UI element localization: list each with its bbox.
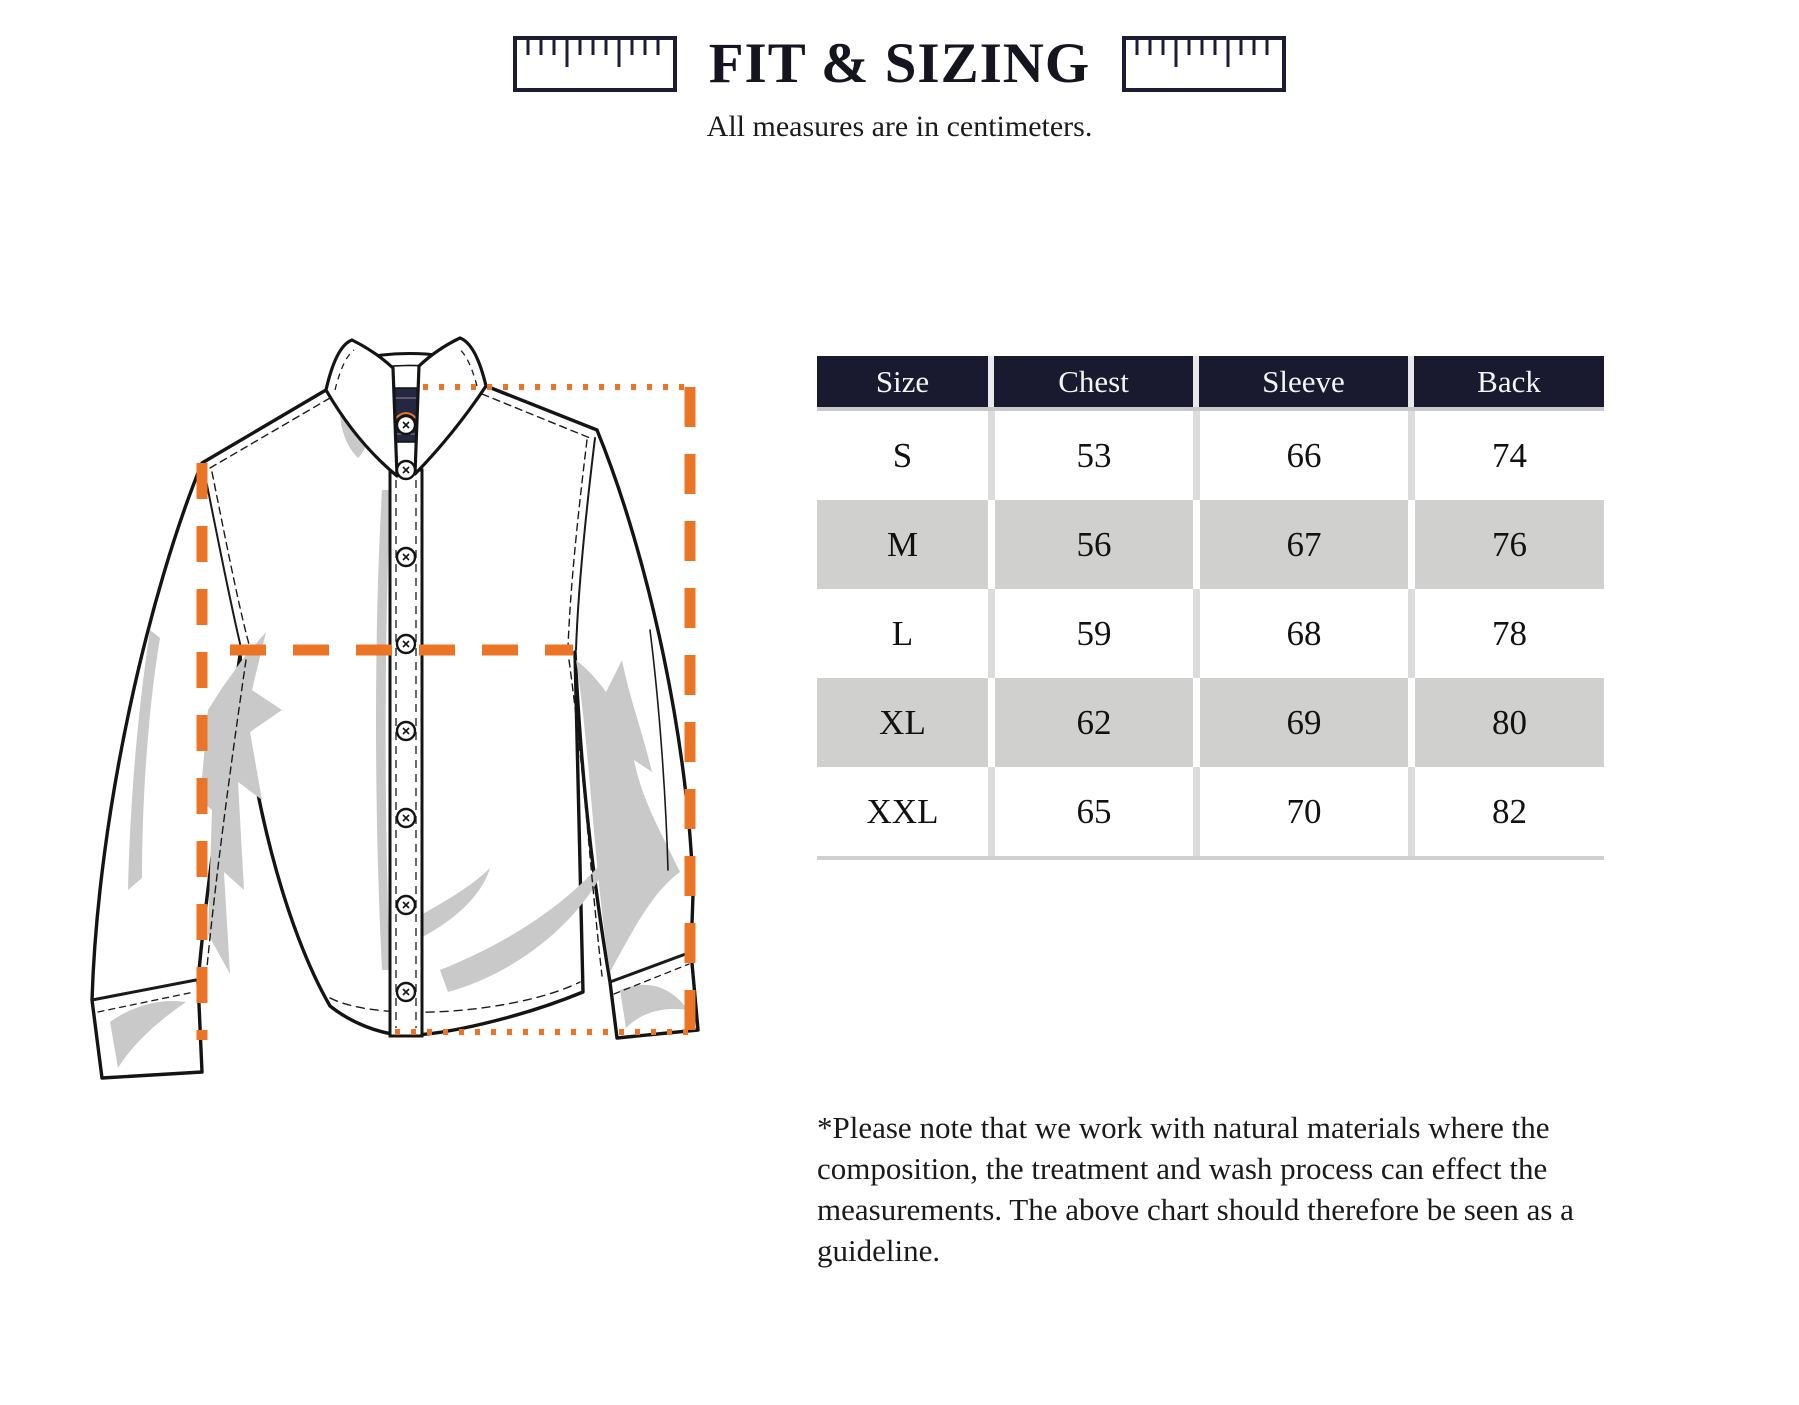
cell-sleeve: 66: [1193, 411, 1408, 500]
shirt-diagram: [90, 330, 850, 1250]
ruler-icon: [1122, 36, 1286, 92]
table-row-m: [817, 500, 1604, 589]
column-header-size: Size: [875, 363, 930, 399]
size-table: [817, 356, 1604, 860]
cell-size: XL: [817, 678, 988, 767]
cell-sleeve: 68: [1193, 589, 1408, 678]
cell-chest: 65: [988, 767, 1193, 856]
cell-back: 82: [1408, 767, 1604, 856]
column-header-sleeve: Sleeve: [1193, 356, 1408, 407]
table-row-l: [817, 589, 1604, 678]
cell-chest: 53: [988, 411, 1193, 500]
page-title: FIT & SIZING: [708, 32, 1091, 95]
title-row: [513, 34, 1287, 94]
page-header: [0, 34, 1799, 144]
cell-size: XXL: [866, 791, 939, 831]
shirt-sketch-svg: [90, 330, 850, 1250]
size-table-header-row: [817, 356, 1604, 411]
cell-chest: 56: [988, 500, 1193, 589]
column-header-back: Back: [1408, 356, 1604, 407]
footnote: *Please note that we work with natural materials where the composition, the treatment and wash process can effect the measurements. The above chart should therefore be seen as a guideline.: [817, 1110, 1574, 1268]
cell-size: S: [892, 435, 913, 475]
table-bottom-border: [817, 856, 1604, 860]
cell-back: 78: [1408, 589, 1604, 678]
cell-sleeve: 67: [1193, 500, 1408, 589]
cell-sleeve: 70: [1193, 767, 1408, 856]
cell-back: 80: [1408, 678, 1604, 767]
table-row-xl: [817, 678, 1604, 767]
cell-sleeve: 69: [1193, 678, 1408, 767]
table-row-s: [817, 411, 1604, 500]
cell-back: 76: [1408, 500, 1604, 589]
cell-back: 74: [1408, 411, 1604, 500]
cell-size: L: [891, 613, 914, 653]
cell-chest: 59: [988, 589, 1193, 678]
table-row-xxl: [817, 767, 1604, 856]
units-note: All measures are in centimeters.: [706, 109, 1093, 143]
cell-size: M: [817, 500, 988, 589]
cell-chest: 62: [988, 678, 1193, 767]
ruler-icon: [513, 36, 677, 92]
column-header-chest: Chest: [988, 356, 1193, 407]
